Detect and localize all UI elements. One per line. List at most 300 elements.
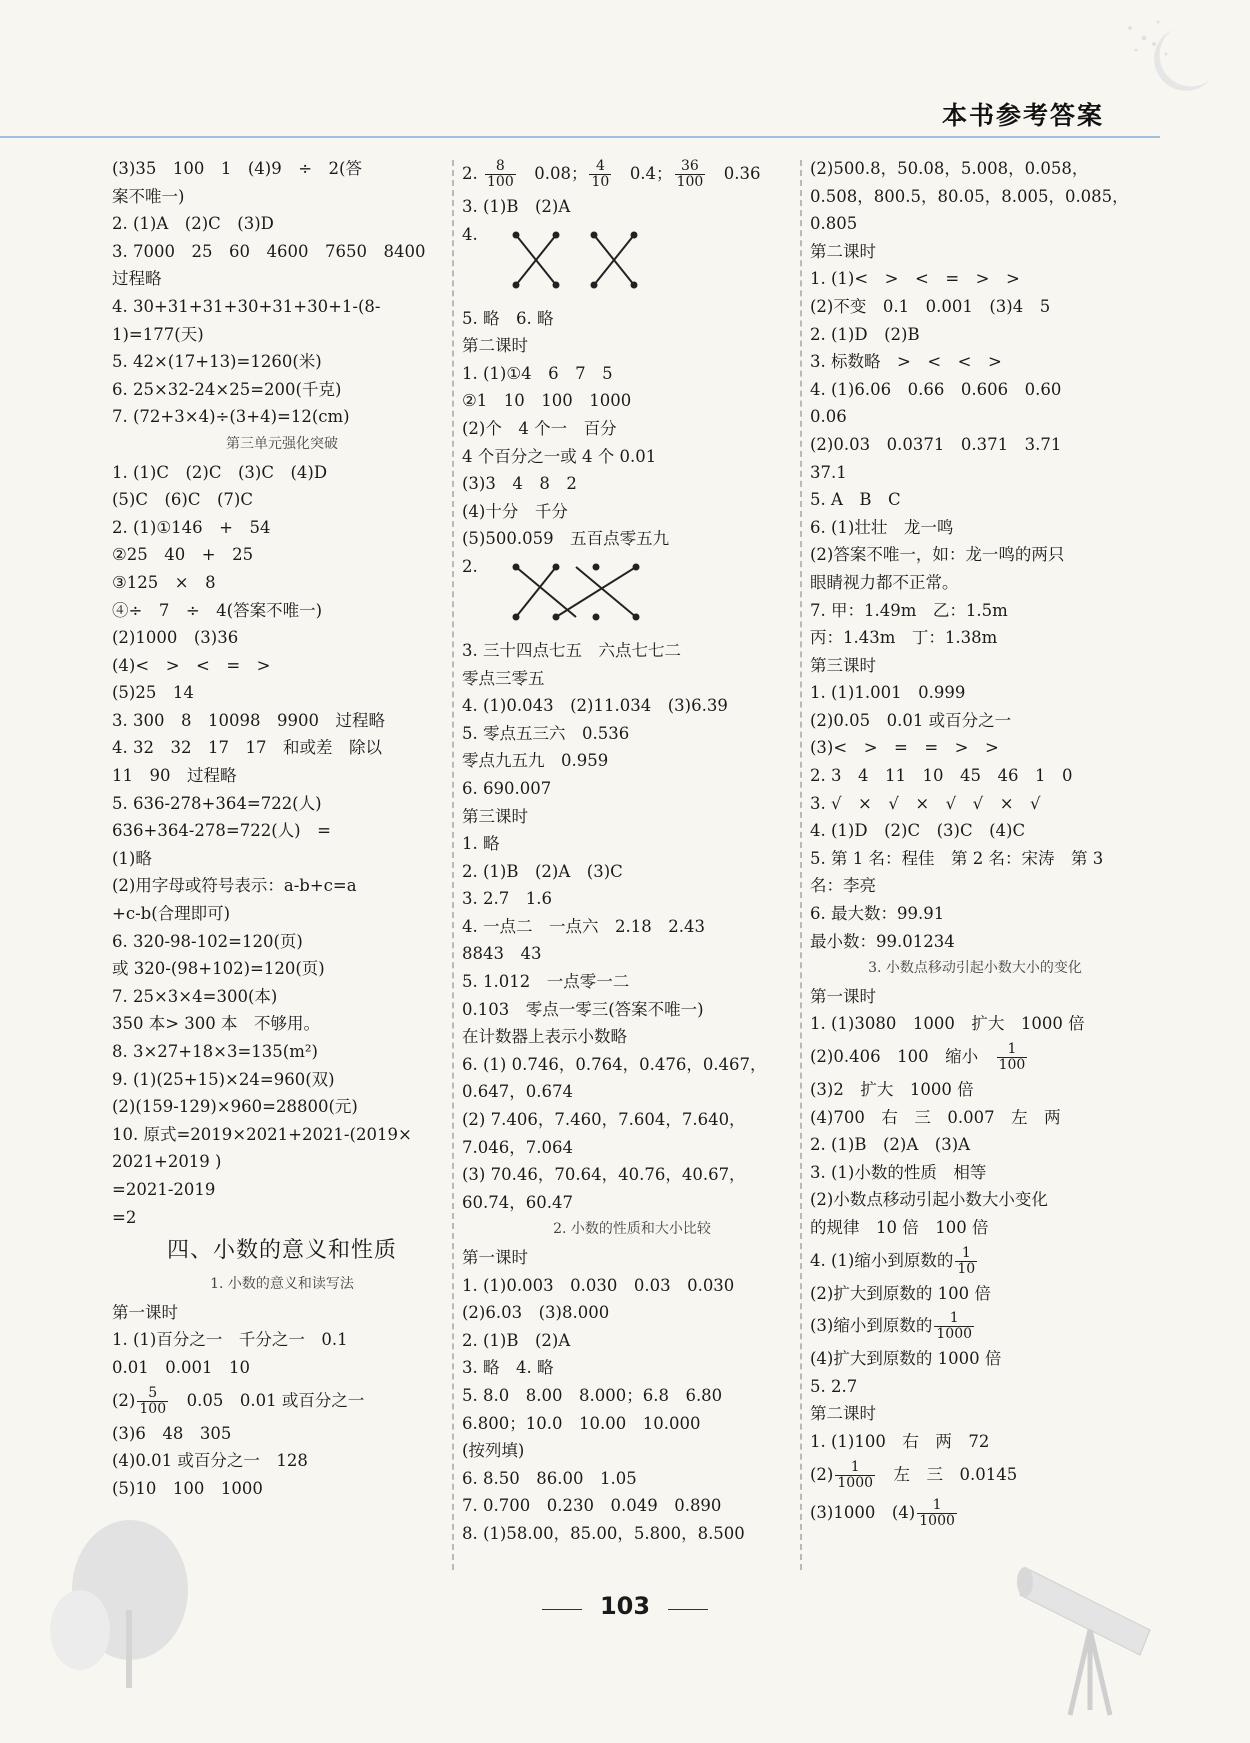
matching-lines-diagram xyxy=(502,225,702,301)
answer-text: 左 三 0.0145 xyxy=(877,1464,1018,1484)
fraction-denominator: 1000 xyxy=(919,1512,955,1529)
fraction-denominator: 100 xyxy=(487,174,514,190)
answer-line xyxy=(112,183,452,211)
answer-line xyxy=(810,459,1140,487)
answer-line xyxy=(112,1010,452,1038)
answer-line xyxy=(112,624,452,652)
answer-text: 6.800；10.0 10.00 10.000 xyxy=(462,1413,701,1433)
answer-text: 2. xyxy=(462,556,478,576)
answer-text: ④÷ 7 ÷ 4(答案不唯一) xyxy=(112,600,323,620)
answer-text: 丙：1.43m 丁：1.38m xyxy=(810,628,998,648)
answer-line xyxy=(112,1093,452,1121)
fraction-numerator: 4 xyxy=(589,159,611,175)
answer-text: 最小数：99.01234 xyxy=(810,931,955,951)
answer-line xyxy=(112,762,452,790)
answer-line xyxy=(462,1272,802,1300)
answer-line xyxy=(810,1456,1140,1494)
answer-text: 3. 300 8 10098 9900 过程略 xyxy=(112,710,385,730)
matching-dot xyxy=(593,563,600,570)
answer-text: (4)0.01 或百分之一 128 xyxy=(112,1451,308,1471)
header-rule xyxy=(0,136,1160,138)
matching-dot xyxy=(593,613,600,620)
answer-text: 4. (1)缩小到原数的 xyxy=(810,1250,954,1270)
answer-text: (2)6.03 (3)8.000 xyxy=(462,1303,610,1323)
answer-line xyxy=(810,1345,1140,1373)
answer-text: 8. 3×27+18×3=135(m²) xyxy=(112,1042,318,1061)
answer-line xyxy=(462,1161,802,1189)
answer-text: 2021+2019 ) xyxy=(112,1152,222,1172)
answer-text: 4. 一点二 一点六 2.18 2.43 xyxy=(462,916,705,936)
answer-line xyxy=(462,1134,802,1162)
answer-text: 6. 320-98-102=120(页) xyxy=(112,931,303,951)
answer-line xyxy=(112,155,452,183)
answer-text: 5. 42×(17+13)=1260(米) xyxy=(112,352,322,372)
answer-text: 7.046，7.064 xyxy=(462,1137,573,1157)
answer-text: 2. (1)①146 + 54 xyxy=(112,517,271,537)
answer-line xyxy=(810,210,1140,238)
answer-line xyxy=(112,597,452,625)
fraction-numerator: 36 xyxy=(675,159,706,175)
answer-line xyxy=(810,1400,1140,1428)
answer-text: 2. 小数的性质和大小比较 xyxy=(553,1221,711,1238)
answer-text: 6. (1)壮壮 龙一鸣 xyxy=(810,517,954,537)
answer-line xyxy=(462,470,802,498)
answer-text: (5)25 14 xyxy=(112,683,194,703)
matching-dot xyxy=(591,231,598,238)
answer-line xyxy=(462,803,802,831)
answer-text: 3. 小数点移动引起小数大小的变化 xyxy=(868,960,1082,977)
fraction xyxy=(835,1460,875,1491)
answer-text: (3)2 扩大 1000 倍 xyxy=(810,1080,974,1099)
answer-text: (3)35 100 1 (4)9 ÷ 2(答 xyxy=(112,159,362,178)
answer-text: 在计数器上表示小数略 xyxy=(462,1027,627,1047)
answer-line xyxy=(112,1176,452,1204)
answer-text: (3)1000 (4) xyxy=(810,1502,916,1522)
answer-text: 8. (1)58.00，85.00，5.800，8.500 xyxy=(462,1523,745,1543)
matching-dot xyxy=(553,563,560,570)
answer-text: (2)扩大到原数的 100 倍 xyxy=(810,1283,991,1303)
answer-text: 第二课时 xyxy=(462,336,528,356)
fraction-denominator: 10 xyxy=(591,174,610,190)
answer-line xyxy=(462,1327,802,1355)
matching-dot xyxy=(553,231,560,238)
answer-line xyxy=(462,387,802,415)
answer-text: 1. (1)1.001 0.999 xyxy=(810,683,966,703)
answer-line xyxy=(810,928,1140,956)
answer-line xyxy=(810,707,1140,735)
answer-text: 1. (1)< > < = > > xyxy=(810,269,1020,289)
answer-line xyxy=(112,514,452,542)
answer-line xyxy=(462,1492,802,1520)
answer-text: 4. 30+31+31+30+31+30+1-(8- xyxy=(112,296,381,316)
answer-text: (2)0.406 100 缩小 xyxy=(810,1047,995,1066)
fraction-denominator: 100 xyxy=(998,1057,1026,1073)
answer-line xyxy=(810,1159,1140,1187)
answer-line xyxy=(462,913,802,941)
answer-text: 7. 25×3×4=300(本) xyxy=(112,986,278,1006)
answer-text: 10. 原式=2019×2021+2021-(2019× xyxy=(112,1124,412,1144)
column-middle xyxy=(462,155,802,1548)
answer-text: 第一课时 xyxy=(112,1302,178,1322)
answer-text: 4. (1)D (2)C (3)C (4)C xyxy=(810,821,1026,841)
answer-text: (2)个 4 个一 百分 xyxy=(462,418,617,438)
answer-text: (2)0.05 0.01 或百分之一 xyxy=(810,710,1012,730)
fraction xyxy=(485,159,516,190)
answer-text: 4. (1)0.043 (2)11.034 (3)6.39 xyxy=(462,696,728,716)
answer-line xyxy=(112,1121,452,1149)
answer-text: 3. (1)B (2)A xyxy=(462,197,571,216)
matching-dot xyxy=(633,613,640,620)
answer-text: 0.05 0.01 或百分之一 xyxy=(170,1390,365,1410)
answer-line xyxy=(810,1186,1140,1214)
answer-line xyxy=(112,376,452,404)
answer-text: (5)10 100 1000 xyxy=(112,1478,263,1498)
fraction-denominator: 10 xyxy=(957,1260,976,1277)
answer-line xyxy=(112,210,452,238)
answer-line xyxy=(112,238,452,266)
answer-line xyxy=(810,845,1140,873)
answer-line xyxy=(112,900,452,928)
answer-text: (2)1000 (3)36 xyxy=(112,628,239,648)
answer-text: 第二课时 xyxy=(810,1404,876,1424)
answer-line xyxy=(112,679,452,707)
fraction xyxy=(997,1042,1028,1073)
section-heading xyxy=(810,955,1140,983)
footer-dash xyxy=(668,1609,708,1610)
footer-dash xyxy=(542,1609,582,1610)
answer-line xyxy=(112,707,452,735)
answer-line xyxy=(462,1106,802,1134)
fraction-denominator: 1000 xyxy=(936,1326,973,1343)
fraction-denominator: 100 xyxy=(139,1400,167,1417)
fraction-numerator: 1 xyxy=(934,1311,974,1327)
answer-line xyxy=(462,996,802,1024)
answer-line xyxy=(810,183,1140,211)
answer-text: (3) 70.46，70.64，40.76，40.67， xyxy=(462,1165,746,1185)
answer-text: 1. (1)3080 1000 扩大 1000 倍 xyxy=(810,1014,1085,1034)
answer-line xyxy=(462,1410,802,1438)
answer-text: 的规律 10 倍 100 倍 xyxy=(810,1217,989,1237)
answer-text: 0.4； xyxy=(613,164,673,183)
answer-text: (按列填) xyxy=(462,1441,525,1461)
answer-text: (3)缩小到原数的 xyxy=(810,1316,933,1336)
answer-text: (2)0.03 0.0371 0.371 3.71 xyxy=(810,434,1062,454)
answer-line xyxy=(462,665,802,693)
answer-text: 6. 8.50 86.00 1.05 xyxy=(462,1468,637,1488)
answer-line xyxy=(112,403,452,431)
matching-dot xyxy=(553,613,560,620)
answer-text: 1. 略 xyxy=(462,834,500,854)
unit-heading xyxy=(112,1231,452,1271)
answer-text: 6. 最大数：99.91 xyxy=(810,904,945,924)
answer-line xyxy=(810,376,1140,404)
answer-text: 2. 3 4 11 10 45 46 1 0 xyxy=(810,766,1073,786)
answer-line xyxy=(462,720,802,748)
answer-text: 0.103 零点一零三(答案不唯一) xyxy=(462,999,704,1019)
telescope-icon xyxy=(1010,1540,1180,1720)
answer-line xyxy=(462,498,802,526)
answer-line xyxy=(112,348,452,376)
answer-text: 第三课时 xyxy=(462,806,528,826)
answer-text: 4. xyxy=(462,224,478,244)
section-heading xyxy=(462,1216,802,1244)
answer-line xyxy=(462,1354,802,1382)
answer-text: 6. (1) 0.746，0.764，0.476，0.467， xyxy=(462,1054,767,1074)
answer-line xyxy=(810,265,1140,293)
answer-line xyxy=(462,332,802,360)
answer-line xyxy=(810,1214,1140,1242)
fraction-denominator: 1000 xyxy=(837,1474,874,1491)
answer-text: 2. xyxy=(462,164,483,183)
answer-text: 5. 略 6. 略 xyxy=(462,308,554,328)
answer-text: 眼睛视力都不正常。 xyxy=(810,572,959,592)
answer-text: 1. (1)①4 6 7 5 xyxy=(462,363,613,383)
answer-line xyxy=(810,817,1140,845)
answer-text: 0.06 xyxy=(810,407,847,427)
answer-line xyxy=(462,1189,802,1217)
answer-line xyxy=(112,1299,452,1327)
answer-line xyxy=(810,1131,1140,1159)
answer-text: 1. 小数的意义和读写法 xyxy=(210,1276,354,1293)
answer-line xyxy=(112,1204,452,1232)
answer-text: (2) xyxy=(810,1464,834,1484)
answer-text: 5. 第 1 名：程佳 第 2 名：宋涛 第 3 xyxy=(810,848,1104,868)
answer-line xyxy=(810,1010,1140,1038)
answer-text: 6. 690.007 xyxy=(462,778,552,798)
answer-line xyxy=(462,1078,802,1106)
matching-dot xyxy=(513,613,520,620)
answer-text: 37.1 xyxy=(810,462,847,482)
answer-line xyxy=(112,1326,452,1354)
answer-text: 0.36 xyxy=(707,164,761,183)
fraction-numerator: 1 xyxy=(917,1498,957,1514)
answer-line xyxy=(810,624,1140,652)
answer-line xyxy=(462,1382,802,1410)
answer-line xyxy=(810,872,1140,900)
answer-text: 7. (72+3×4)÷(3+4)=12(cm) xyxy=(112,407,350,427)
answer-line xyxy=(112,541,452,569)
page-header-title: 本书参考答案 xyxy=(942,101,1105,130)
answer-line xyxy=(112,652,452,680)
answer-text: (2)不变 0.1 0.001 (3)4 5 xyxy=(810,296,1051,316)
fraction xyxy=(675,159,706,190)
answer-line xyxy=(810,1307,1140,1345)
answer-line xyxy=(810,1373,1140,1401)
answer-text: 0.805 xyxy=(810,214,858,234)
answer-line xyxy=(112,928,452,956)
answer-line xyxy=(112,983,452,1011)
answer-line xyxy=(810,1280,1140,1308)
matching-dot xyxy=(513,563,520,570)
answer-line xyxy=(462,940,802,968)
answer-line xyxy=(810,514,1140,542)
matching-dot xyxy=(591,281,598,288)
answer-line xyxy=(112,1038,452,1066)
answer-line xyxy=(810,541,1140,569)
answer-text: 0.01 0.001 10 xyxy=(112,1357,250,1377)
page-footer xyxy=(0,1592,1250,1620)
answer-line xyxy=(462,858,802,886)
answer-line xyxy=(810,238,1140,266)
answer-text: 过程略 xyxy=(112,269,162,289)
fraction-numerator: 8 xyxy=(485,159,516,175)
answer-line xyxy=(810,597,1140,625)
answer-line xyxy=(810,734,1140,762)
answer-text: 6. 25×32-24×25=200(千克) xyxy=(112,379,342,399)
fraction xyxy=(955,1246,977,1277)
answer-line xyxy=(462,747,802,775)
answer-line xyxy=(810,790,1140,818)
answer-line xyxy=(462,830,802,858)
answer-line xyxy=(112,1148,452,1176)
answer-text: 11 90 过程略 xyxy=(112,766,237,786)
answer-text: (2)500.8，50.08，5.008，0.058， xyxy=(810,159,1089,178)
answer-line xyxy=(112,845,452,873)
answer-line xyxy=(462,1437,802,1465)
answer-text: 0.508，800.5，80.05，8.005，0.085， xyxy=(810,186,1129,206)
answer-line xyxy=(462,775,802,803)
matching-dot xyxy=(633,563,640,570)
answer-text: 第三课时 xyxy=(810,655,876,675)
answer-line xyxy=(112,321,452,349)
answer-text: 5. 636-278+364=722(人) xyxy=(112,793,322,813)
answer-line xyxy=(810,1428,1140,1456)
answer-text: (5)C (6)C (7)C xyxy=(112,490,253,510)
answer-line xyxy=(462,1244,802,1272)
answer-text: (4)扩大到原数的 1000 倍 xyxy=(810,1349,1002,1369)
answer-text: 名：李亮 xyxy=(810,876,876,896)
answer-text: (2)答案不唯一，如：龙一鸣的两只 xyxy=(810,545,1065,565)
answer-line xyxy=(462,443,802,471)
answer-text: 1)=177(天) xyxy=(112,324,204,344)
matching-line xyxy=(576,567,636,617)
answer-line xyxy=(112,1382,452,1420)
answer-text: ②25 40 + 25 xyxy=(112,545,254,565)
answer-line xyxy=(462,221,802,305)
answer-text: =2021-2019 xyxy=(112,1179,216,1199)
answer-line xyxy=(462,305,802,333)
answer-line xyxy=(112,569,452,597)
answer-text: (3)6 48 305 xyxy=(112,1423,232,1443)
answer-text: 0.08； xyxy=(517,164,588,183)
answer-text: (2)(159-129)×960=28800(元) xyxy=(112,1097,358,1117)
answer-text: (4)< > < = > xyxy=(112,655,271,675)
answer-text: 5. 1.012 一点零一二 xyxy=(462,972,630,992)
fraction xyxy=(589,159,611,190)
matching-dot xyxy=(553,281,560,288)
answer-text: 5. 零点五三六 0.536 xyxy=(462,723,630,743)
answer-line xyxy=(810,348,1140,376)
answer-line xyxy=(462,1520,802,1548)
answer-text: 1. (1)100 右 两 72 xyxy=(810,1431,990,1451)
answer-line xyxy=(112,872,452,900)
answer-line xyxy=(462,1023,802,1051)
answer-line xyxy=(462,885,802,913)
answer-line xyxy=(462,1299,802,1327)
answer-line xyxy=(462,1051,802,1079)
answer-text: (3)< > = = > > xyxy=(810,738,999,758)
matching-lines-diagram xyxy=(502,557,702,633)
answer-text: 3. √ × √ × √ √ × √ xyxy=(810,793,1041,813)
answer-text: (2) xyxy=(112,1390,136,1410)
answer-line xyxy=(462,637,802,665)
answer-text: (1)略 xyxy=(112,848,152,868)
answer-text: 3. 三十四点七五 六点七七二 xyxy=(462,640,681,660)
answer-text: 案不唯一) xyxy=(112,186,185,206)
answer-line xyxy=(810,321,1140,349)
fraction xyxy=(917,1498,957,1529)
answer-text: (4)十分 千分 xyxy=(462,501,568,521)
answer-text: (2)用字母或符号表示：a-b+c=a xyxy=(112,876,357,896)
answer-text: 或 320-(98+102)=120(页) xyxy=(112,959,325,979)
answer-text: 5. A B C xyxy=(810,490,901,510)
answer-text: 4 个百分之一或 4 个 0.01 xyxy=(462,446,657,466)
answer-text: 8843 43 xyxy=(462,944,542,964)
answer-text: +c-b(合理即可) xyxy=(112,904,231,924)
section-heading xyxy=(112,1271,452,1299)
page-number: 103 xyxy=(599,1592,651,1620)
answer-text: 2. (1)A (2)C (3)D xyxy=(112,214,274,234)
answer-text: 5. 8.0 8.00 8.000；6.8 6.80 xyxy=(462,1385,723,1405)
answer-line xyxy=(112,1354,452,1382)
answer-text: 2. (1)B (2)A xyxy=(462,1330,571,1350)
answer-line xyxy=(810,569,1140,597)
answer-text: 1. (1)百分之一 千分之一 0.1 xyxy=(112,1330,348,1350)
answer-text: 9. (1)(25+15)×24=960(双) xyxy=(112,1069,335,1089)
answer-text: (5)500.059 五百点零五九 xyxy=(462,529,670,549)
answer-text: 7. 甲：1.49m 乙：1.5m xyxy=(810,600,1008,620)
answer-text: (2)小数点移动引起小数大小变化 xyxy=(810,1190,1048,1210)
fraction xyxy=(137,1386,168,1417)
matching-line xyxy=(556,567,636,617)
answer-line xyxy=(810,293,1140,321)
fraction-numerator: 1 xyxy=(997,1042,1028,1058)
answer-line xyxy=(462,692,802,720)
answer-text: (3)3 4 8 2 xyxy=(462,474,577,494)
answer-line xyxy=(810,1038,1140,1076)
moon-stars-icon xyxy=(1110,10,1220,100)
answer-text: 636+364-278=722(人) = xyxy=(112,821,331,841)
answer-text: 5. 2.7 xyxy=(810,1376,858,1396)
fraction-numerator: 1 xyxy=(835,1460,875,1476)
column-right xyxy=(810,155,1140,1532)
answer-line xyxy=(810,1076,1140,1104)
fraction-denominator: 100 xyxy=(676,174,704,190)
answer-text: 60.74，60.47 xyxy=(462,1192,573,1212)
answer-text: (2) 7.406，7.460，7.604，7.640， xyxy=(462,1110,746,1130)
answer-text: 3. 标数略 > < < > xyxy=(810,352,1002,372)
answer-line xyxy=(810,679,1140,707)
answer-line xyxy=(462,968,802,996)
column-divider xyxy=(452,160,454,1570)
answer-text: 1. (1)0.003 0.030 0.03 0.030 xyxy=(462,1275,735,1295)
fraction-numerator: 1 xyxy=(955,1246,977,1262)
answer-line xyxy=(112,955,452,983)
answer-text: 3. 2.7 1.6 xyxy=(462,889,552,909)
answer-line xyxy=(462,155,802,193)
answer-text: ③125 × 8 xyxy=(112,572,216,592)
answer-line xyxy=(810,762,1140,790)
answer-line xyxy=(112,790,452,818)
answer-text: 四、小数的意义和性质 xyxy=(166,1238,397,1264)
answer-line xyxy=(810,486,1140,514)
matching-dot xyxy=(631,281,638,288)
answer-text: 第一课时 xyxy=(810,986,876,1006)
answer-text: 2. (1)D (2)B xyxy=(810,324,920,344)
answer-line xyxy=(462,525,802,553)
answer-text: 2. (1)B (2)A (3)A xyxy=(810,1135,971,1155)
answer-line xyxy=(462,193,802,221)
